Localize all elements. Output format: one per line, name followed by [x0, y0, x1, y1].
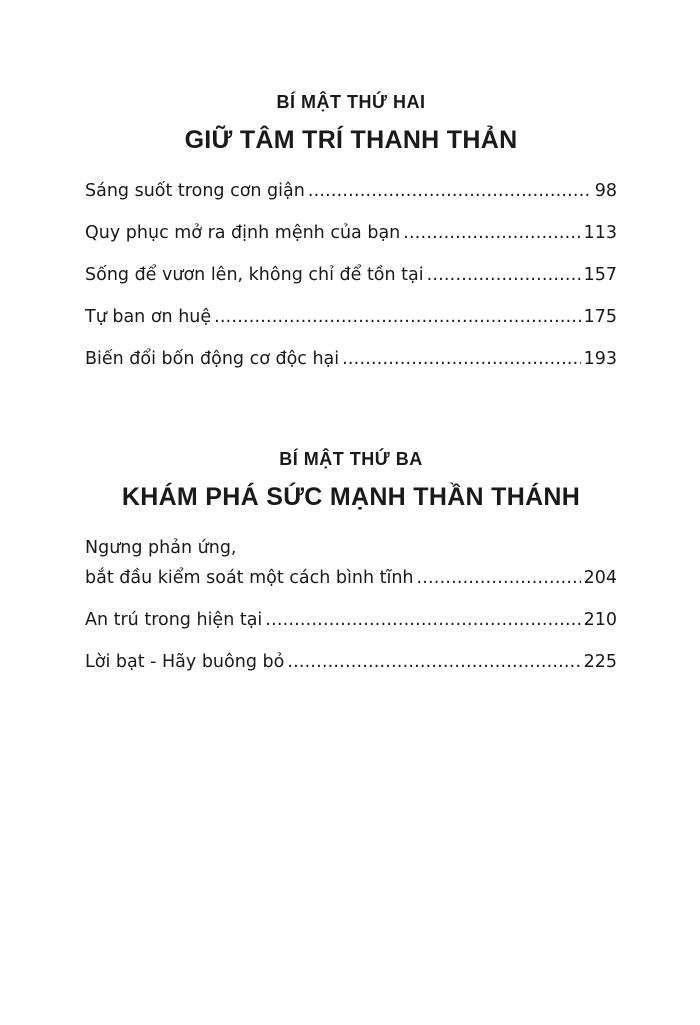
toc-entry-title: Biến đổi bốn động cơ độc hại	[85, 349, 340, 369]
toc-entry-page: 113	[583, 223, 617, 243]
toc-entry[interactable]	[85, 608, 617, 632]
toc-entry-title: Sáng suốt trong cơn giận	[85, 181, 305, 201]
toc-entry-page: 204	[583, 568, 617, 588]
part-label: BÍ MẬT THỨ HAI	[276, 92, 426, 112]
toc-list	[85, 536, 617, 674]
toc-entry-page: 175	[583, 307, 617, 327]
toc-entry-title: Lời bạt - Hãy buông bỏ	[85, 652, 285, 672]
toc-section-part-three	[85, 447, 617, 692]
toc-entry-title: Tự ban ơn huệ	[85, 307, 212, 327]
dot-leader	[427, 263, 581, 287]
toc-section-part-two	[85, 90, 617, 389]
dot-leader	[214, 305, 580, 329]
toc-entry-title: Quy phục mở ra định mệnh của bạn	[85, 223, 401, 243]
toc-list	[85, 179, 617, 371]
toc-entry[interactable]	[85, 347, 617, 371]
toc-entry-title: Sống để vươn lên, không chỉ để tồn tại	[85, 265, 424, 285]
toc-entry-page: 157	[583, 265, 617, 285]
toc-entry-page: 225	[583, 652, 617, 672]
dot-leader	[265, 608, 580, 632]
toc-entry-page: 193	[583, 349, 617, 369]
toc-entry[interactable]	[85, 305, 617, 329]
toc-entry-page: 98	[594, 181, 617, 201]
dot-leader	[417, 566, 581, 590]
part-title: KHÁM PHÁ SỨC MẠNH THẦN THÁNH	[121, 483, 581, 511]
dot-leader	[342, 347, 580, 371]
toc-entry-title: An trú trong hiện tại	[85, 610, 263, 630]
toc-entry[interactable]	[85, 179, 617, 203]
toc-entry-page: 210	[583, 610, 617, 630]
part-title: GIỮ TÂM TRÍ THANH THẢN	[184, 126, 518, 154]
toc-entry[interactable]	[85, 263, 617, 287]
part-label: BÍ MẬT THỨ BA	[279, 449, 423, 469]
toc-entry[interactable]	[85, 650, 617, 674]
toc-entry-continuation	[85, 566, 617, 590]
toc-entry-title-line1: Ngưng phản ứng,	[85, 538, 237, 558]
dot-leader	[287, 650, 580, 674]
dot-leader	[403, 221, 580, 245]
toc-entry-title-line2: bắt đầu kiểm soát một cách bình tĩnh	[85, 568, 414, 588]
toc-entry[interactable]	[85, 221, 617, 245]
toc-entry-multiline[interactable]	[85, 536, 617, 590]
dot-leader	[308, 179, 592, 203]
